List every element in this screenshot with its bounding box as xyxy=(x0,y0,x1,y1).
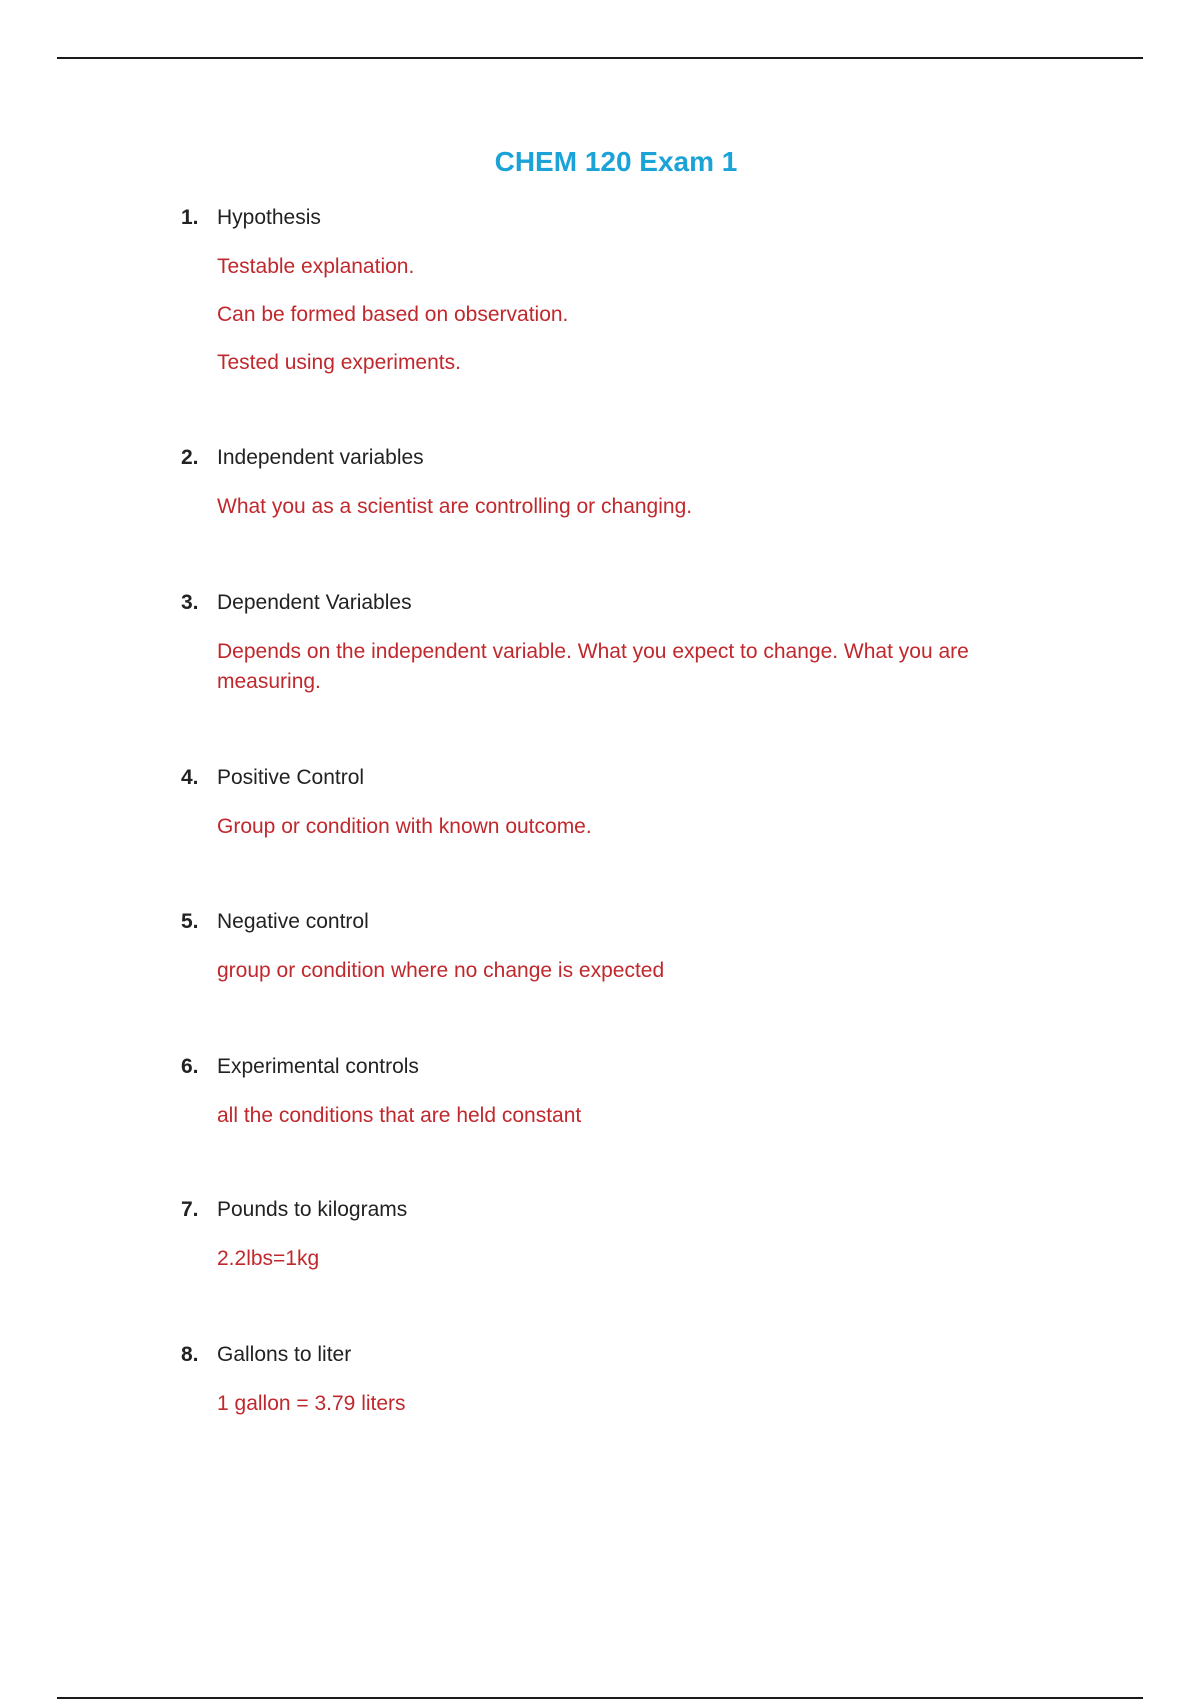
answer-text: What you as a scientist are controlling or changing. xyxy=(217,495,693,518)
answer-group xyxy=(217,1389,1081,1419)
answer-group xyxy=(217,252,1081,378)
answer-text: all the conditions that are held constant xyxy=(217,1104,582,1127)
answer-text: Testable explanation. xyxy=(217,255,415,278)
question xyxy=(181,908,1081,936)
list-item xyxy=(181,908,1081,986)
answer-group xyxy=(217,1101,1081,1131)
list-item xyxy=(181,764,1081,842)
answer-text: Depends on the independent variable. What you expect to change. What you are measuring. xyxy=(217,640,969,693)
answer-text: 2.2lbs=1kg xyxy=(217,1247,320,1270)
answer-text: group or condition where no change is expected xyxy=(217,959,665,982)
list-item xyxy=(181,1341,1081,1419)
answer-text: 1 gallon = 3.79 liters xyxy=(217,1392,406,1415)
answer-group xyxy=(217,637,1081,697)
header-rule xyxy=(57,57,1143,59)
item-term: Independent variables xyxy=(217,446,424,469)
question xyxy=(181,1053,1081,1081)
answer-group xyxy=(217,1244,1081,1274)
footer-rule xyxy=(57,1697,1143,1699)
answer-text: Group or condition with known outcome. xyxy=(217,815,592,838)
list-item xyxy=(181,444,1081,522)
list-item xyxy=(181,589,1081,697)
item-number: 3. xyxy=(181,591,199,614)
item-number: 2. xyxy=(181,446,199,469)
answer-text: Tested using experiments. xyxy=(217,351,461,374)
list-item xyxy=(181,204,1081,378)
question xyxy=(181,1341,1081,1369)
item-number: 6. xyxy=(181,1055,199,1078)
question xyxy=(181,589,1081,617)
item-number: 5. xyxy=(181,910,199,933)
answer-text: Can be formed based on observation. xyxy=(217,303,569,326)
question xyxy=(181,204,1081,232)
item-number: 4. xyxy=(181,766,199,789)
item-number: 1. xyxy=(181,206,199,229)
question xyxy=(181,444,1081,472)
item-term: Experimental controls xyxy=(217,1055,419,1078)
answer-group xyxy=(217,812,1081,842)
item-term: Gallons to liter xyxy=(217,1343,352,1366)
question xyxy=(181,764,1081,792)
question xyxy=(181,1196,1081,1224)
item-term: Pounds to kilograms xyxy=(217,1198,408,1221)
answer-group xyxy=(217,956,1081,986)
page-title: CHEM 120 Exam 1 xyxy=(494,146,738,177)
list-item xyxy=(181,1196,1081,1274)
item-term: Negative control xyxy=(217,910,369,933)
list-item xyxy=(181,1053,1081,1131)
item-term: Positive Control xyxy=(217,766,365,789)
item-number: 8. xyxy=(181,1343,199,1366)
item-number: 7. xyxy=(181,1198,199,1221)
answer-group xyxy=(217,492,1081,522)
item-term: Hypothesis xyxy=(217,206,321,229)
item-term: Dependent Variables xyxy=(217,591,412,614)
